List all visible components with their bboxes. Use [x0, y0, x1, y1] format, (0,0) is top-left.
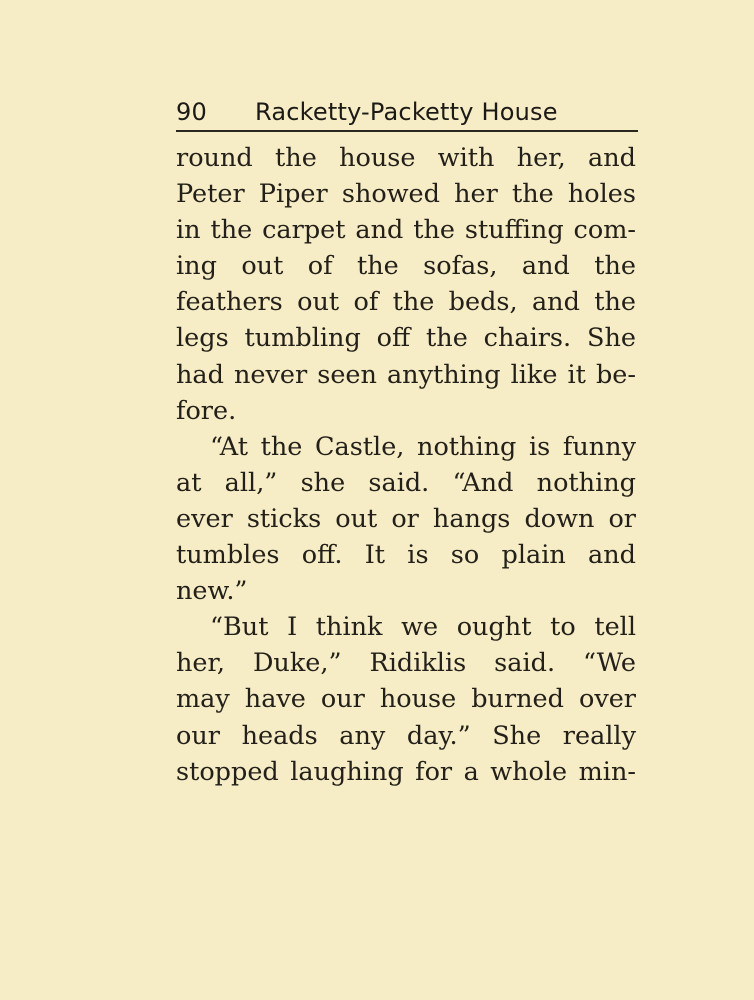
header-rule	[176, 130, 638, 132]
text-line: tumbles off. It is so plain and	[176, 540, 636, 571]
text-line: Peter Piper showed her the holes	[176, 179, 636, 210]
body-text	[176, 140, 636, 790]
text-line: new.”	[176, 576, 248, 607]
text-line: “At the Castle, nothing is funny	[210, 431, 636, 462]
text-line: legs tumbling off the chairs. She	[176, 323, 636, 354]
text-line: round the house with her, and	[176, 143, 636, 173]
text-line: “But I think we ought to tell	[210, 612, 636, 643]
text-line: ing out of the sofas, and the	[176, 251, 636, 282]
text-line: ever sticks out or hangs down or	[176, 503, 636, 534]
page-header	[176, 94, 638, 130]
page-number: 90	[176, 98, 207, 126]
text-line: stopped laughing for a whole min-	[176, 756, 636, 787]
text-line: her, Duke,” Ridiklis said. “We	[176, 648, 636, 679]
text-line: in the carpet and the stuffing com-	[176, 215, 636, 246]
text-line: fore.	[176, 395, 237, 426]
running-title: Racketty-Packetty House	[255, 98, 558, 126]
text-line: our heads any day.” She really	[176, 720, 636, 751]
text-line: feathers out of the beds, and the	[176, 287, 636, 318]
text-line: had never seen anything like it be-	[176, 359, 636, 390]
text-line: may have our house burned over	[176, 684, 636, 715]
text-line: at all,” she said. “And nothing	[176, 467, 636, 498]
